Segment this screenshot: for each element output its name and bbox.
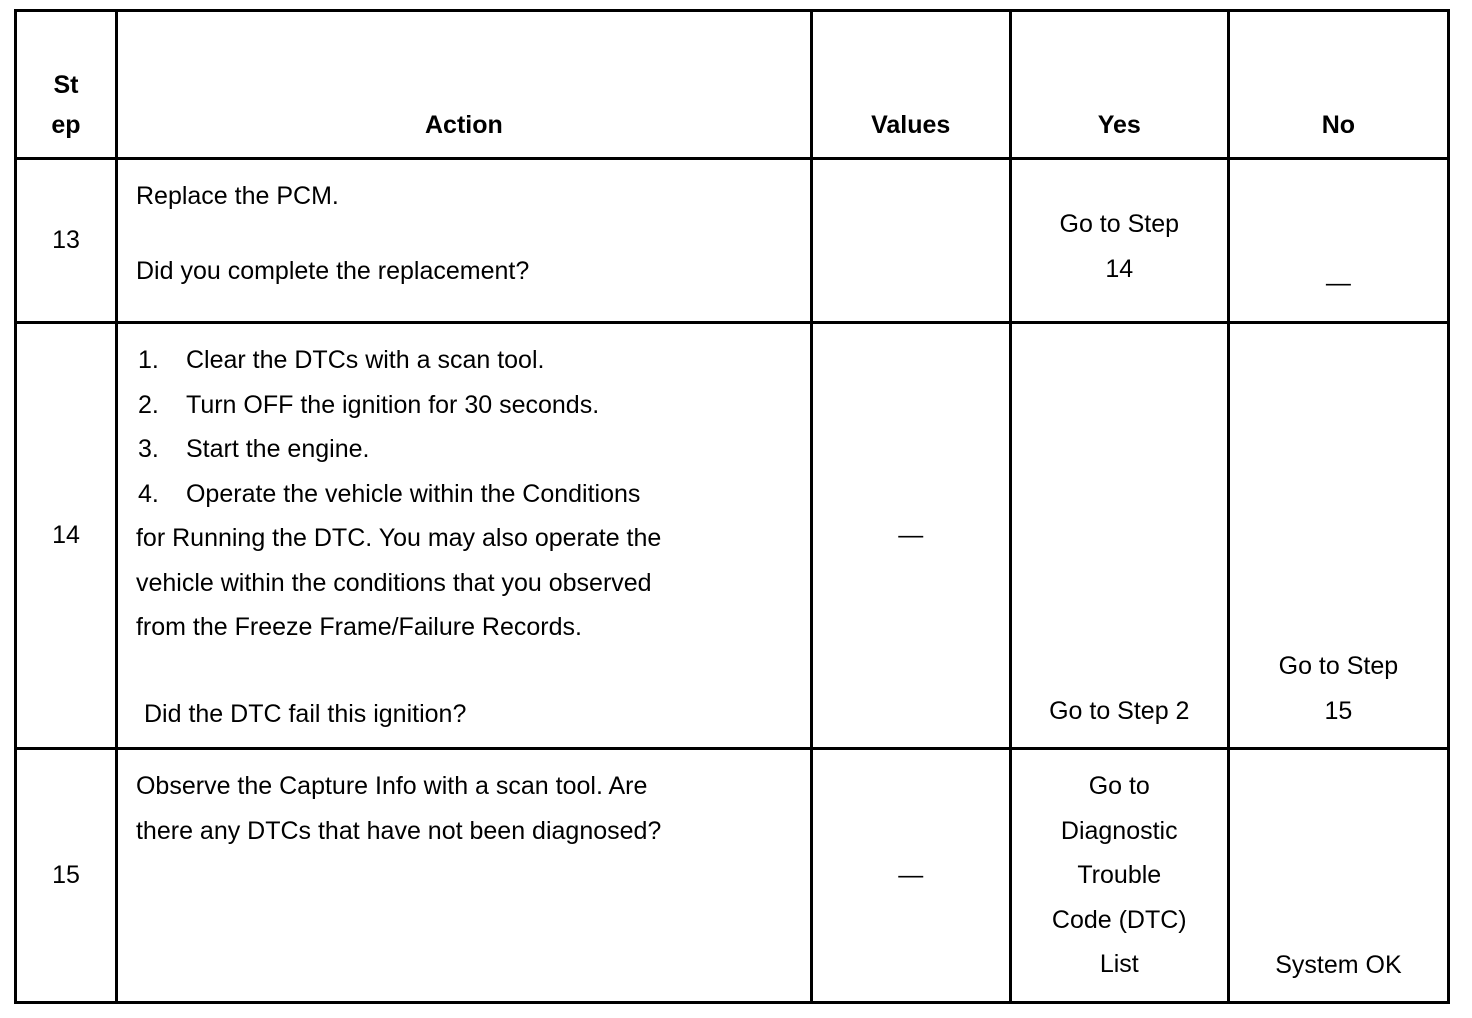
yes-cell: Go to Step 14 bbox=[1010, 159, 1228, 323]
yes-cell: Go to Diagnostic Trouble Code (DTC) List bbox=[1010, 749, 1228, 1003]
diagnostic-table bbox=[14, 9, 1450, 1004]
action-text: for Running the DTC. You may also operate the bbox=[135, 524, 662, 552]
header-action: Action bbox=[116, 11, 811, 159]
header-row bbox=[16, 11, 1449, 159]
action-text: Observe the Capture Info with a scan tool. Are bbox=[135, 772, 648, 800]
values-cell: — bbox=[811, 323, 1010, 749]
step-number: 13 bbox=[16, 159, 117, 323]
table-row-step-14 bbox=[16, 323, 1449, 749]
header-no: No bbox=[1228, 11, 1448, 159]
no-cell: Go to Step 15 bbox=[1228, 323, 1448, 749]
list-item: 1. Clear the DTCs with a scan tool. bbox=[137, 346, 545, 374]
action-question: Did the DTC fail this ignition? bbox=[143, 699, 467, 728]
values-cell bbox=[811, 159, 1010, 323]
table-row-step-13 bbox=[16, 159, 1449, 323]
no-cell: — bbox=[1228, 159, 1448, 323]
action-text: there any DTCs that have not been diagnosed? bbox=[135, 816, 662, 845]
action-cell bbox=[116, 323, 811, 749]
header-yes: Yes bbox=[1010, 11, 1228, 159]
list-item: 4. Operate the vehicle within the Conditions bbox=[137, 479, 641, 508]
step-number: 15 bbox=[16, 749, 117, 1003]
action-cell bbox=[116, 159, 811, 323]
action-text: vehicle within the conditions that you observed bbox=[135, 568, 652, 597]
action-cell bbox=[116, 749, 811, 1003]
list-item: 3. Start the engine. bbox=[137, 435, 370, 463]
header-values: Values bbox=[811, 11, 1010, 159]
header-step: St ep bbox=[16, 11, 117, 159]
no-cell: System OK bbox=[1228, 749, 1448, 1003]
action-text: Replace the PCM. bbox=[135, 182, 339, 210]
list-item: 2. Turn OFF the ignition for 30 seconds. bbox=[137, 390, 600, 419]
action-question: Did you complete the replacement? bbox=[135, 256, 530, 285]
yes-cell: Go to Step 2 bbox=[1010, 323, 1228, 749]
action-text: from the Freeze Frame/Failure Records. bbox=[135, 613, 582, 641]
step-number: 14 bbox=[16, 323, 117, 749]
table-row-step-15 bbox=[16, 749, 1449, 1003]
values-cell: — bbox=[811, 749, 1010, 1003]
